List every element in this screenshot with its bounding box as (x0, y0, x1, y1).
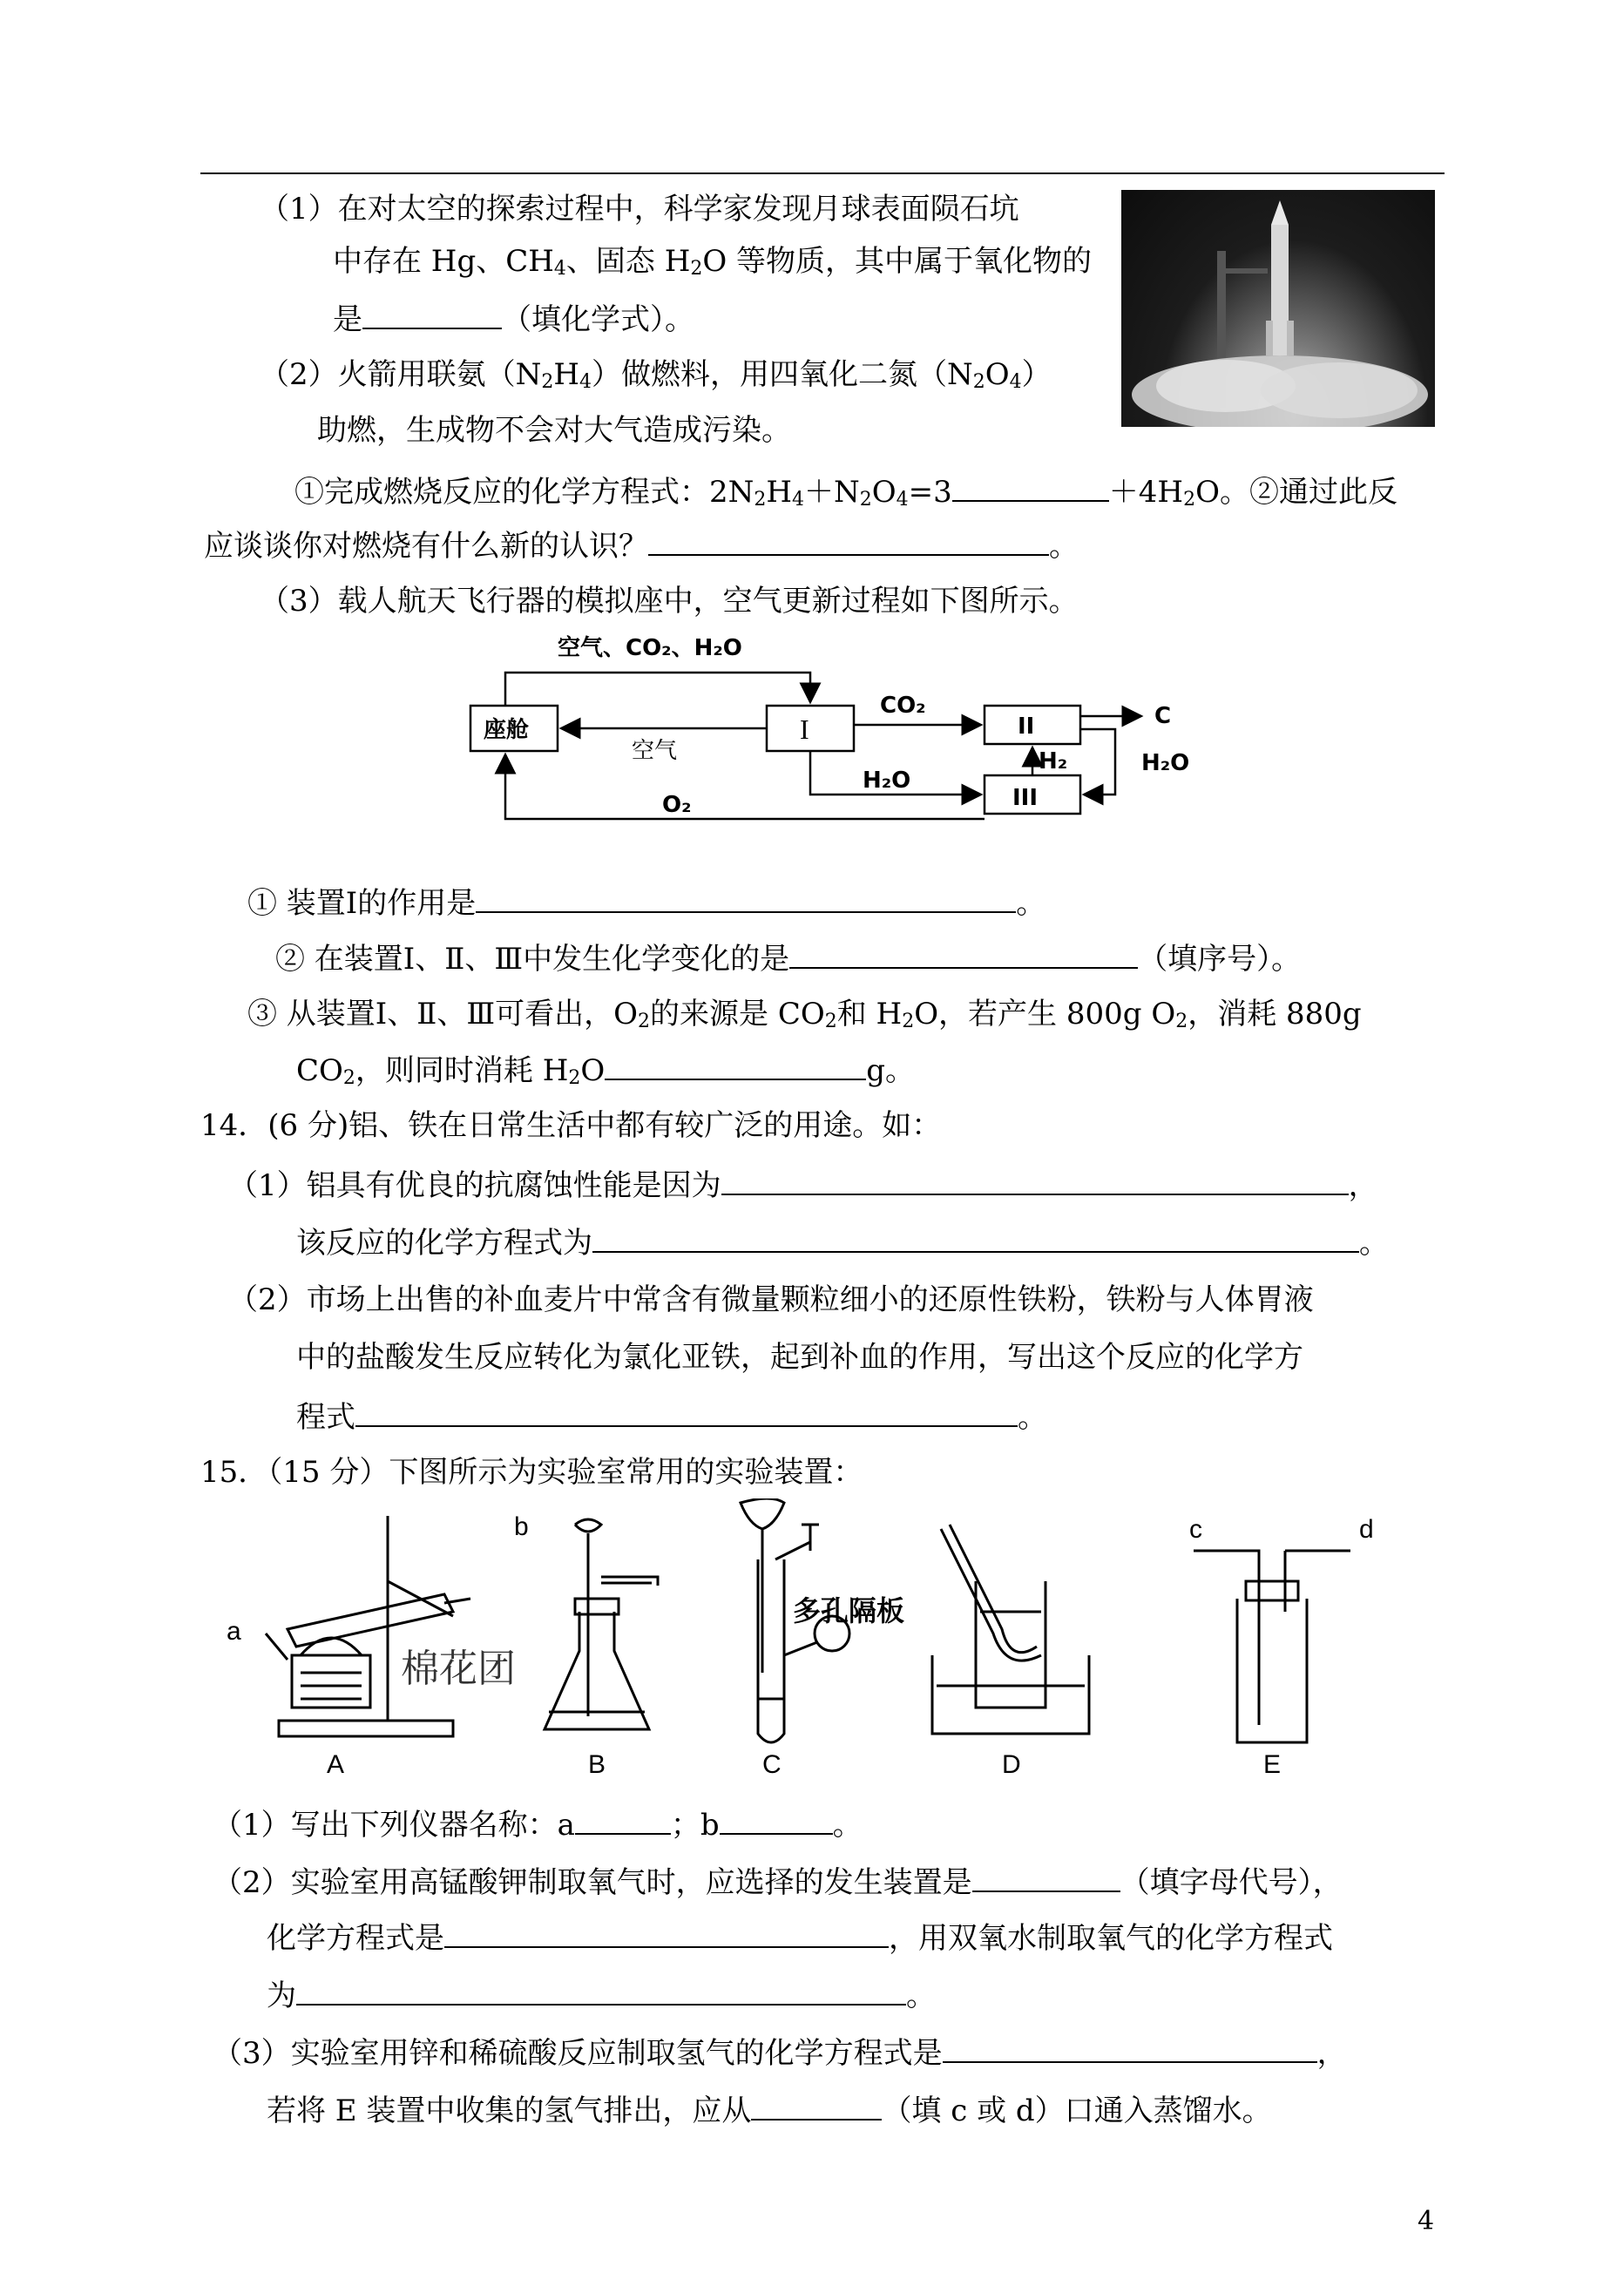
label-a: a (227, 1617, 241, 1646)
label-cabin: 座舱 (484, 717, 530, 743)
label-cotton: 棉花团 (401, 1647, 516, 1690)
label-air: 空气 (632, 738, 678, 764)
answer-blank[interactable] (721, 1164, 1349, 1195)
answer-blank[interactable] (648, 524, 1049, 556)
q15-heading: 15．（15 分）下图所示为实验室常用的实验装置： (200, 1455, 863, 1490)
label-porous-plate: 多孔隔板 (793, 1595, 905, 1627)
answer-blank[interactable] (605, 1049, 866, 1080)
label-D: D (1002, 1750, 1021, 1777)
page-number: 4 (1418, 2206, 1435, 2236)
q13-part1-line3: 是 （填化学式）。 (333, 298, 694, 339)
q15-part3-line1: （3）实验室用锌和稀硫酸反应制取氢气的化学方程式是 ， (213, 2032, 1347, 2073)
answer-blank[interactable] (296, 1974, 906, 2006)
lab-apparatus-figure (218, 1498, 1438, 1777)
q14-heading: 14．(6 分)铝、铁在日常生活中都有较广泛的用途。如： (200, 1108, 942, 1143)
label-device-2: II (1018, 714, 1035, 740)
device-1-box (767, 706, 854, 751)
q13-part2-line2: 助燃，生成物不会对大气造成污染。 (317, 413, 791, 448)
q13-sub3-line1: ③ 从装置Ⅰ、Ⅱ、Ⅲ可看出，$O_2$的来源是 $CO_2$和 $H_2O$，若产生 800g $O_2$，消耗 880g (247, 997, 1362, 1032)
flow-cabin-to-device1 (505, 673, 810, 706)
answer-blank[interactable] (952, 470, 1109, 502)
answer-blank[interactable] (789, 937, 1138, 969)
q14-part1-line2: 该反应的化学方程式为 。 (296, 1221, 1389, 1262)
q15-part1: （1）写出下列仪器名称：a ；b 。 (213, 1803, 863, 1844)
answer-blank[interactable] (972, 1861, 1120, 1892)
q13-part3-intro: （3）载人航天飞行器的模拟座中，空气更新过程如下图所示。 (260, 584, 1079, 619)
label-B: B (588, 1750, 606, 1777)
label-co2: CO₂ (880, 693, 926, 719)
header-rule (200, 172, 1445, 174)
q14-part2-line3: 程式 。 (296, 1396, 1047, 1437)
apparatus-e (1194, 1551, 1350, 1742)
answer-blank[interactable] (720, 1803, 833, 1835)
answer-blank[interactable] (444, 1917, 889, 1948)
q13-burning-question: 应谈谈你对燃烧有什么新的认识？ 。 (204, 524, 1079, 565)
air-renewal-diagram (453, 629, 1237, 847)
answer-blank[interactable] (476, 882, 1016, 913)
label-h2: H₂ (1039, 748, 1068, 774)
answer-blank[interactable] (943, 2032, 1317, 2063)
rocket-launch-photo (1121, 190, 1435, 427)
answer-blank[interactable] (575, 1803, 671, 1835)
label-o2: O₂ (662, 792, 692, 818)
q14-part2-line1: （2）市场上出售的补血麦片中常含有微量颗粒细小的还原性铁粉，铁粉与人体胃液 (228, 1282, 1314, 1317)
label-E: E (1263, 1750, 1282, 1777)
flow-h2o-recycle (1080, 729, 1115, 795)
label-device-1: I (800, 714, 809, 745)
q13-sub2: ② 在装置Ⅰ、Ⅱ、Ⅲ中发生化学变化的是 （填序号）。 (275, 937, 1301, 978)
answer-blank[interactable] (592, 1221, 1359, 1253)
label-c: C (1154, 703, 1172, 729)
q13-part1-line1: （1）在对太空的探索过程中，科学家发现月球表面陨石坑 (260, 192, 1019, 227)
q13-part2-line1: （2）火箭用联氨$(N_2H_4)$做燃料，用四氧化二氮$(N_2O_4)$ (260, 357, 1052, 393)
q15-part2-line3: 为 。 (267, 1974, 936, 2015)
label-A: A (327, 1750, 345, 1777)
answer-blank[interactable] (362, 298, 502, 329)
label-b: b (514, 1512, 529, 1541)
label-d: d (1359, 1515, 1374, 1544)
label-device-3: III (1012, 785, 1039, 811)
q15-part2-line2: 化学方程式是 ，用双氧水制取氧气的化学方程式 (267, 1917, 1333, 1958)
answer-blank[interactable] (751, 2089, 882, 2121)
q13-sub1: ① 装置Ⅰ的作用是 。 (247, 882, 1045, 923)
label-c: c (1189, 1515, 1202, 1544)
apparatus-b (545, 1519, 658, 1729)
q14-part1-line1: （1）铝具有优良的抗腐蚀性能是因为 ， (228, 1164, 1378, 1205)
label-top: 空气、CO₂、H₂O (558, 635, 742, 661)
q13-part1-line2: 中存在 Hg、$CH_4$、固态 $H_2O$ 等物质，其中属于氧化物的 (333, 244, 1093, 280)
answer-blank[interactable] (355, 1396, 1018, 1427)
q14-part2-line2: 中的盐酸发生反应转化为氯化亚铁，起到补血的作用，写出这个反应的化学方 (296, 1340, 1303, 1375)
label-h2o-mid: H₂O (863, 768, 911, 794)
flow-o2-to-cabin (505, 754, 985, 819)
q15-part2-line1: （2）实验室用高锰酸钾制取氧气时，应选择的发生装置是 （填字母代号）， (213, 1861, 1343, 1902)
q13-sub3-line2: $CO_2$，则同时消耗 $H_2O$ g。 (296, 1049, 915, 1090)
apparatus-d (932, 1525, 1089, 1734)
q15-part3-line2: 若将 E 装置中收集的氢气排出，应从 （填 c 或 d）口通入蒸馏水。 (267, 2089, 1272, 2130)
label-C: C (762, 1750, 782, 1777)
apparatus-a (266, 1516, 470, 1736)
q13-equation-line: ①完成燃烧反应的化学方程式：$2N_2H_4+N_2O_4=3 +4H_2O$。②通过此反 (294, 470, 1397, 511)
label-h2o-right: H₂O (1141, 750, 1190, 776)
